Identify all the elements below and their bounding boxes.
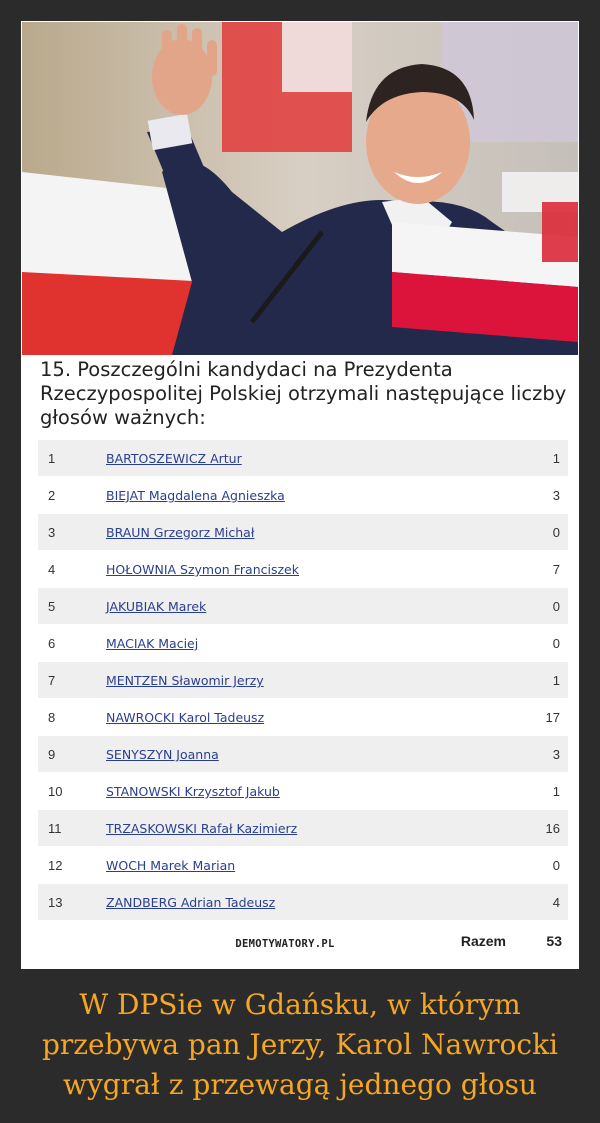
- site-watermark[interactable]: DEMOTYWATORY.PL: [231, 935, 339, 953]
- candidate-votes: 3: [552, 747, 560, 762]
- candidate-number: 3: [48, 525, 56, 540]
- candidate-name-link[interactable]: SENYSZYN Joanna: [106, 747, 219, 762]
- candidate-row: [38, 736, 568, 773]
- results-heading: 15. Poszczególni kandydaci na Prezydenta Rzeczypospolitej Polskiej otrzymali następujące liczby głosów ważnych:: [40, 358, 567, 429]
- candidate-row: [38, 588, 568, 625]
- candidate-row: [38, 699, 568, 736]
- candidates-table: [38, 440, 568, 921]
- total-label: Razem: [460, 933, 506, 949]
- candidate-row: [38, 514, 568, 551]
- candidate-number: 13: [48, 895, 63, 910]
- candidate-votes: 3: [552, 488, 560, 503]
- candidate-name-link[interactable]: HOŁOWNIA Szymon Franciszek: [106, 562, 299, 577]
- total-value: 53: [546, 933, 562, 949]
- candidate-number: 10: [48, 784, 63, 799]
- candidate-votes: 1: [552, 784, 560, 799]
- candidate-number: 1: [48, 451, 56, 466]
- candidate-name-link[interactable]: JAKUBIAK Marek: [106, 599, 207, 614]
- candidate-votes: 1: [552, 451, 560, 466]
- candidate-row: [38, 440, 568, 477]
- candidate-votes: 0: [552, 636, 560, 651]
- candidate-name-link[interactable]: MACIAK Maciej: [106, 636, 199, 651]
- candidate-votes: 4: [552, 895, 560, 910]
- candidate-name-link[interactable]: BRAUN Grzegorz Michał: [106, 525, 255, 540]
- candidate-name-link[interactable]: BIEJAT Magdalena Agnieszka: [106, 488, 285, 503]
- candidate-number: 12: [48, 858, 63, 873]
- candidate-votes: 0: [552, 525, 560, 540]
- candidate-number: 4: [48, 562, 56, 577]
- candidate-name-link[interactable]: NAWROCKI Karol Tadeusz: [106, 710, 265, 725]
- candidate-row: [38, 662, 568, 699]
- candidate-name-link[interactable]: MENTZEN Sławomir Jerzy: [106, 673, 264, 688]
- candidate-votes: 1: [552, 673, 560, 688]
- candidate-number: 2: [48, 488, 56, 503]
- candidate-number: 6: [48, 636, 56, 651]
- candidate-row: [38, 477, 568, 514]
- candidate-name-link[interactable]: TRZASKOWSKI Rafał Kazimierz: [106, 821, 298, 836]
- politician-waving-photo: [22, 22, 578, 355]
- candidate-row: [38, 884, 568, 921]
- candidate-votes: 7: [552, 562, 560, 577]
- candidate-name-link[interactable]: BARTOSZEWICZ Artur: [106, 451, 242, 466]
- candidate-number: 11: [48, 821, 62, 836]
- candidate-name-link[interactable]: ZANDBERG Adrian Tadeusz: [106, 895, 276, 910]
- candidate-votes: 17: [545, 710, 560, 725]
- candidate-number: 7: [48, 673, 56, 688]
- candidate-row: [38, 551, 568, 588]
- caption-text: W DPSie w Gdańsku, w którym przebywa pan Jerzy, Karol Nawrocki wygrał z przewagą jednego głosu: [41, 988, 559, 1101]
- candidate-name-link[interactable]: WOCH Marek Marian: [106, 858, 236, 873]
- candidate-votes: 0: [552, 599, 560, 614]
- candidate-row: [38, 773, 568, 810]
- candidate-votes: 0: [552, 858, 560, 873]
- candidate-number: 8: [48, 710, 56, 725]
- candidate-name-link[interactable]: STANOWSKI Krzysztof Jakub: [106, 784, 280, 799]
- candidate-row: [38, 810, 568, 847]
- candidate-number: 5: [48, 599, 56, 614]
- candidate-row: [38, 847, 568, 884]
- candidate-number: 9: [48, 747, 56, 762]
- candidate-row: [38, 625, 568, 662]
- candidate-votes: 16: [545, 821, 560, 836]
- poster-card: [22, 22, 578, 968]
